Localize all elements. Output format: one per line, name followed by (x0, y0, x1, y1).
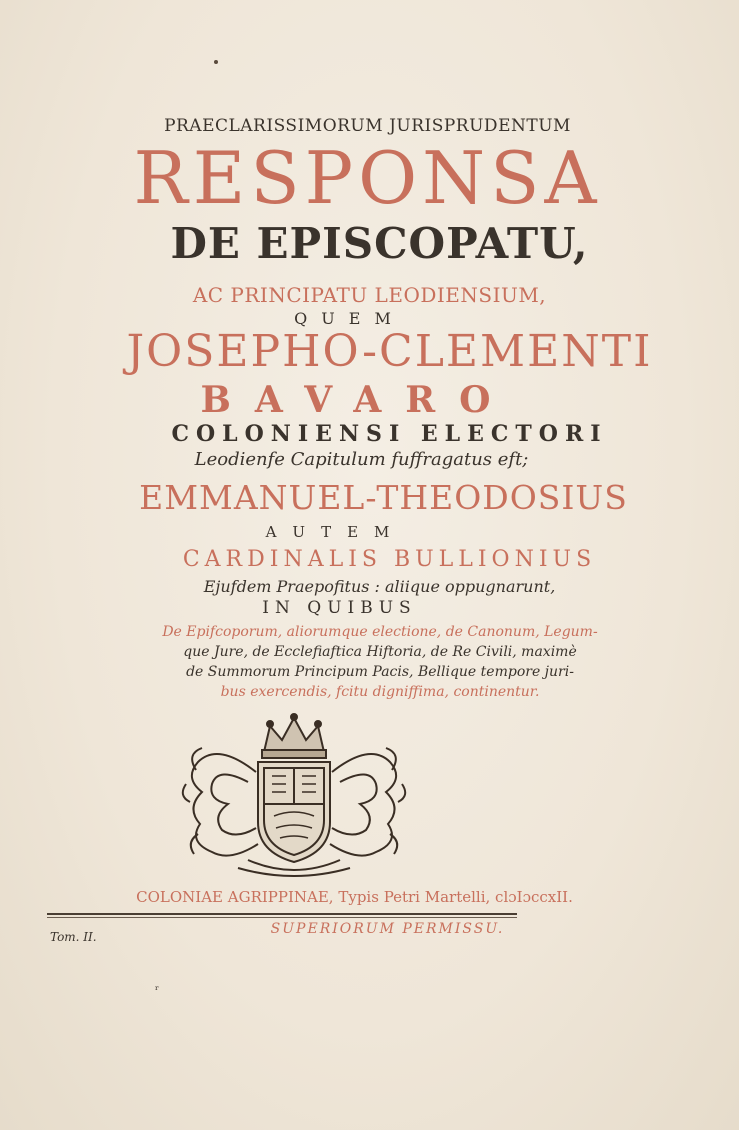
volume-note: Tom. II. (50, 930, 97, 944)
heading-line-4: AC PRINCIPATU LEODIENSIUM, (192, 283, 547, 307)
imprint-line (0, 888, 724, 906)
heading-line-12: CARDINALIS BULLIONIUS (182, 547, 597, 572)
heading-line-3: DE EPISCOPATU, (170, 219, 589, 268)
ink-mark: ʳ (155, 983, 160, 997)
imprint-text: COLONIAE AGRIPPINAE, Typis Petri Martelli, clɔIɔccxII. (136, 888, 573, 906)
permission-line: SUPERIORUM PERMISSU. (270, 921, 505, 937)
main-title: RESPONSA (133, 136, 602, 220)
heading-line-1: PRAECLARISSIMORUM JURISPRUDENTUM (164, 116, 571, 136)
ink-dot (214, 60, 218, 64)
heading-line-13: Ejufdem Praepofitus : aliique oppugnarunt, (203, 577, 556, 596)
contents-paragraph (40, 622, 720, 702)
imprint-rule (47, 913, 517, 915)
heading-line-14: IN QUIBUS (262, 598, 417, 618)
heading-line-11: AUTEM (265, 523, 406, 541)
heading-line-7: BAVARO (200, 379, 515, 421)
imprint-rule-thin (47, 917, 517, 918)
heading-line-8: COLONIENSI ELECTORI (171, 421, 608, 447)
heading-line-10: EMMANUEL-THEODOSIUS (139, 478, 628, 517)
body-line: bus exercendis, fcitu digniffima, continentur. (220, 684, 540, 700)
body-line: de Summorum Principum Pacis, Bellique tempore juri- (186, 664, 574, 680)
body-line: De Epifcoporum, aliorumque electione, de Canonum, Legum- (162, 624, 598, 640)
heading-line-9: Leodienfe Capitulum fuffragatus eft; (194, 449, 529, 470)
heading-line-5: QUEM (294, 309, 405, 328)
coat-of-arms-emblem (178, 712, 410, 877)
heading-line-6: JOSEPHO-CLEMENTI (126, 326, 653, 377)
body-line: que Jure, de Ecclefiaftica Hiftoria, de Re Civili, maximè (183, 644, 577, 660)
